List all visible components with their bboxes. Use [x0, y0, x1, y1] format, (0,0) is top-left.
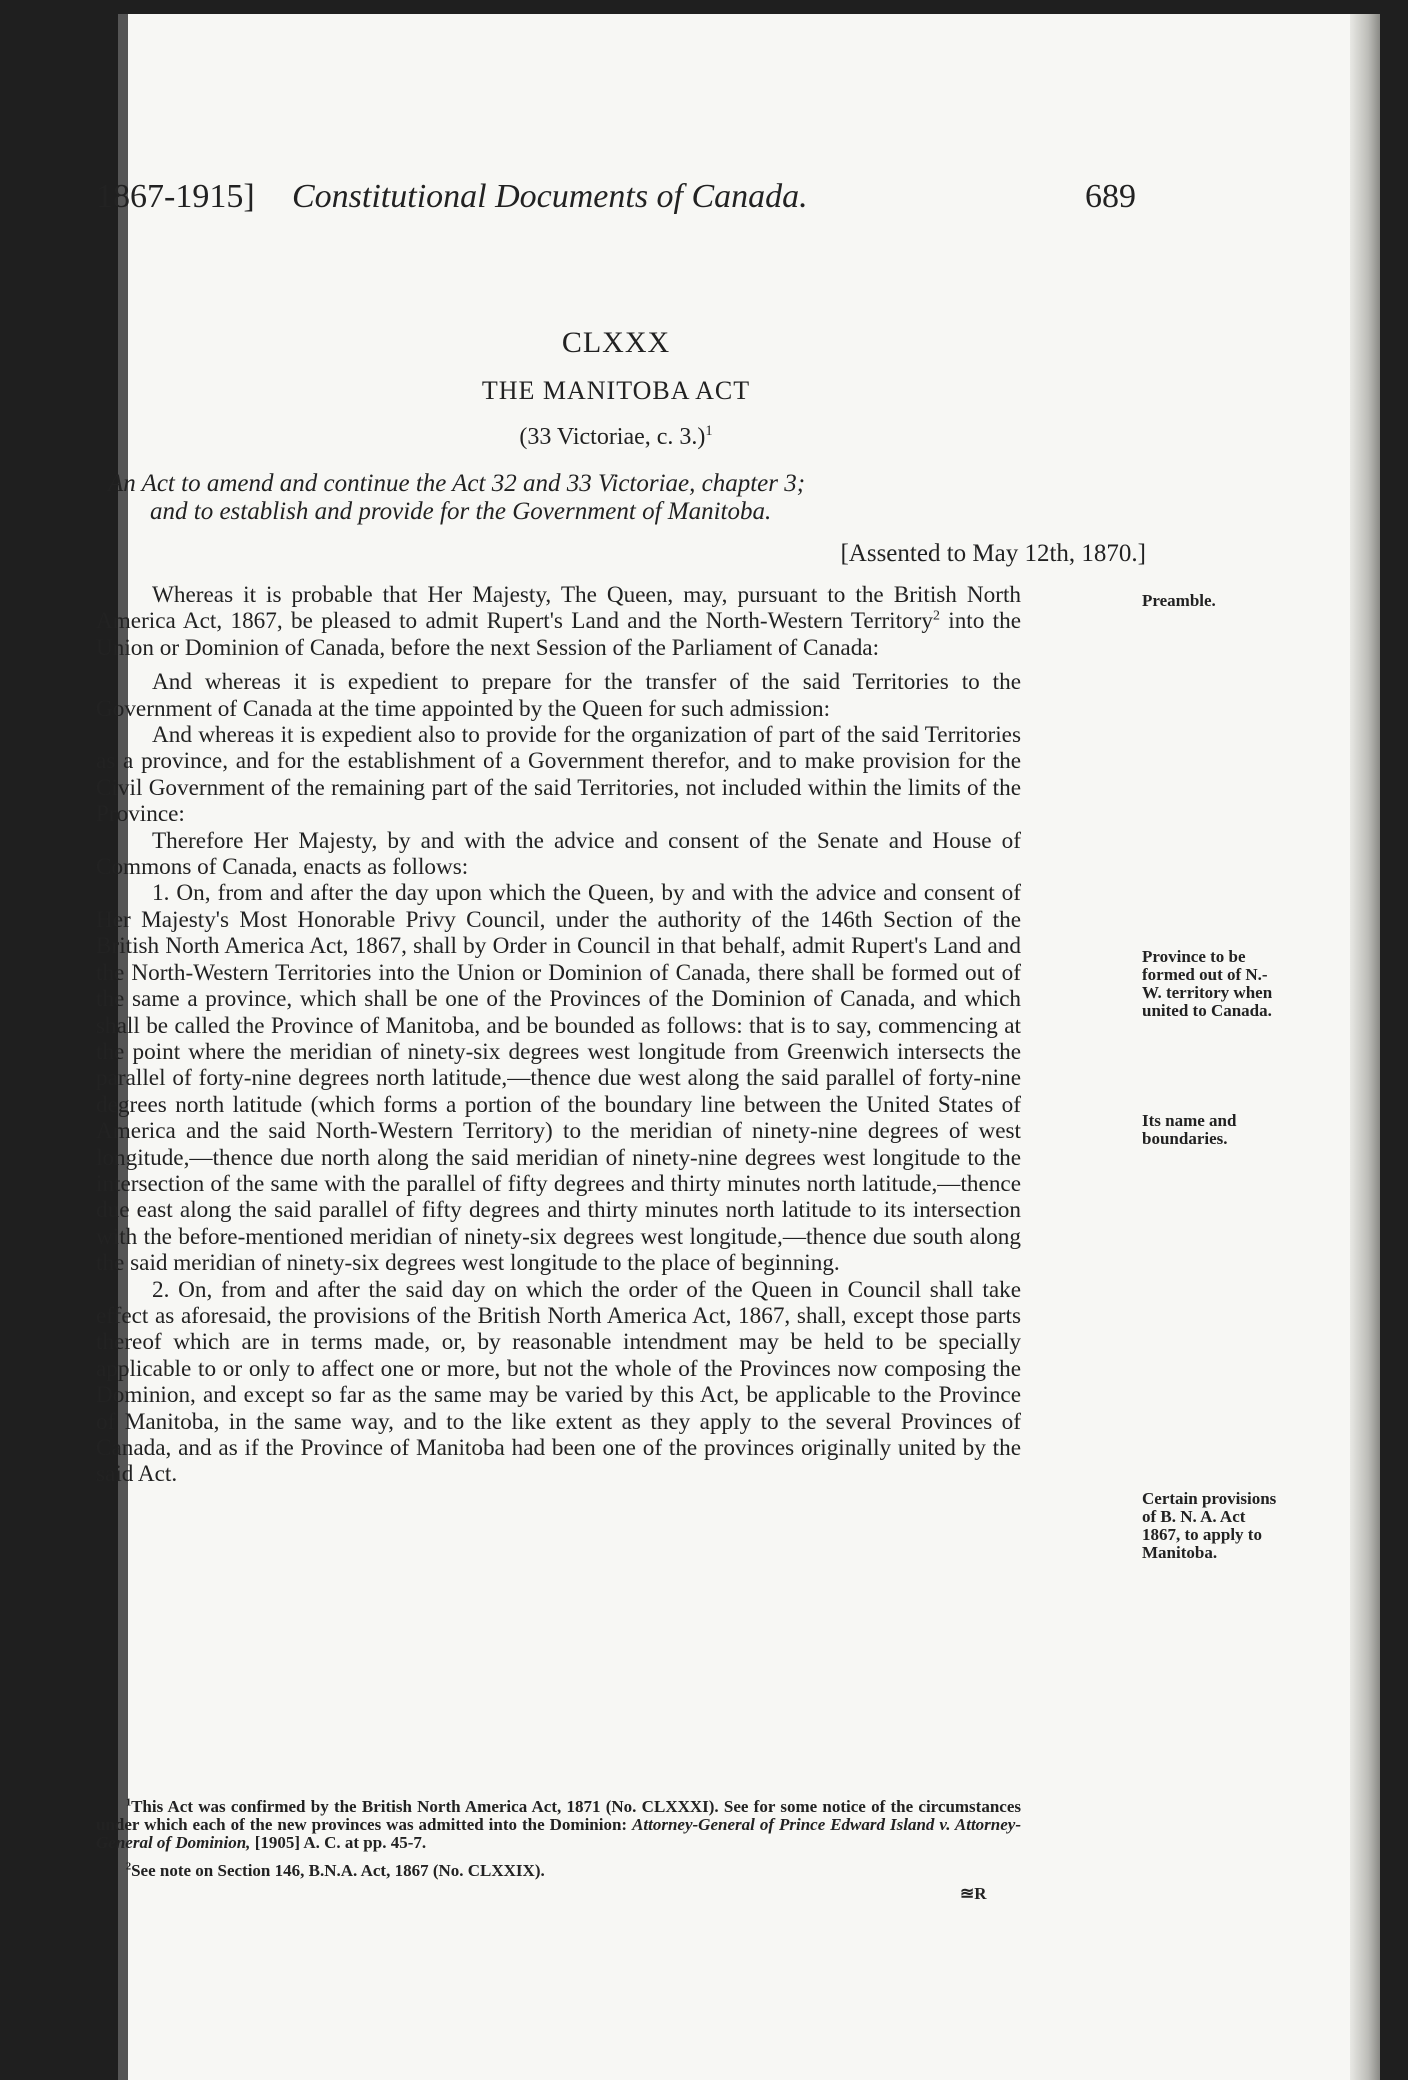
footnotes — [96, 1798, 1021, 1890]
section-1: 1. On, from and after the day upon which the Queen, by and with the advice and consent of Her Majesty's Most Honorable Privy Council, under the authority of the 146th Section of the British North America Act, 1867, shall by Order in Council in that behalf, admit Rupert's Land and the North-Western Territories into the Union or Dominion of Canada, there shall be formed out of the same a province, which shall be one of the Provinces of the Dominion of Canada, and which shall be called the Province of Manitoba, and be bounded as follows: that is to say, commencing at the point where the meridian of ninety-six degrees west longitude from Greenwich intersects the parallel of forty-nine degrees north latitude,—thence due west along the said parallel of forty-nine degrees north latitude (which forms a portion of the boundary line between the United States of America and the said North-Western Territory) to the meridian of ninety-nine degrees of west longitude,—thence due north along the said meridian of ninety-nine degrees west longitude to the intersection of the same with the parallel of fifty degrees and thirty minutes north latitude,—thence due east along the said parallel of fifty degrees and thirty minutes north latitude to its intersection with the before-mentioned meridian of ninety-six degrees west longitude,—thence due south along the said meridian of ninety-six degrees west longitude to the place of beginning. — [96, 880, 1021, 1277]
margin-note-province: Province to be formed out of N.-W. territory when united to Canada. — [1142, 947, 1273, 1020]
footnote-1-case: Attorney-General of Prince Edward Island v. Attorney-General of Dominion, — [96, 1815, 1021, 1852]
whereas-paragraph-2: And whereas it is expedient also to provide for the organization of part of the said Territories as a province, and for the establishment of a Government therefor, and to make provision for the Civil Government of the remaining part of the said Territories, not included within the limits of the Province: — [96, 722, 1021, 828]
header-title: Constitutional Documents of Canada. — [292, 178, 808, 215]
footnote-2 — [96, 1862, 1021, 1880]
running-header — [96, 178, 1136, 228]
preamble-text-b: into the Union or Dominion of Canada, before the next Session of the Parliament of Canada: — [96, 608, 1021, 661]
footnote-ref-1: 1 — [705, 423, 713, 439]
citation-text: (33 Victoriae, c. 3.) — [519, 424, 706, 450]
footnote-1-mark: 1 — [126, 1797, 132, 1809]
footnote-1 — [96, 1798, 1021, 1852]
act-citation — [96, 424, 1136, 451]
whereas-paragraph-1: And whereas it is expedient to prepare for the transfer of the said Territories to the Government of Canada at the time appointed by the Queen for such admission: — [96, 669, 1021, 722]
footnote-2-mark: 2 — [126, 1861, 132, 1873]
preamble-text-a: Whereas it is probable that Her Majesty, The Queen, may, pursuant to the British North America Act, 1867, be pleased to admit Rupert's Land and the North-Western Territory — [96, 582, 1021, 635]
margin-note-preamble: Preamble. — [1142, 591, 1216, 610]
act-title: THE MANITOBA ACT — [481, 376, 751, 405]
act-long-title — [108, 470, 1138, 526]
long-title-line-2: and to establish and provide for the Government of Manitoba. — [150, 498, 772, 525]
margin-note-name: Its name and boundaries. — [1142, 1111, 1237, 1148]
page-edge — [1350, 14, 1380, 2080]
printer-signature: ≊R — [960, 1884, 987, 1903]
footnote-1-text-b: [1905] A. C. at pp. 45-7. — [250, 1833, 427, 1852]
preamble-paragraph — [96, 582, 1021, 661]
act-body — [96, 582, 1021, 1488]
footnote-ref-2: 2 — [932, 608, 940, 624]
header-years: 1867-1915] — [96, 178, 255, 215]
assent-date: [Assented to May 12th, 1870.] — [840, 540, 1146, 567]
footnote-2-text: See note on Section 146, B.N.A. Act, 1867 (No. CLXXIX). — [131, 1861, 545, 1880]
long-title-line-1: An Act to amend and continue the Act 32 and 33 Victoriae, chapter 3; — [108, 470, 806, 497]
margin-note-provisions: Certain provisions of B. N. A. Act 1867, to apply to Manitoba. — [1142, 1489, 1277, 1562]
footnote-1-text-a: This Act was confirmed by the British North America Act, 1871 (No. CLXXXI). See for some notice of the circumstances under which each of the new provinces was admitted into the Dominion: — [96, 1797, 1021, 1834]
section-2: 2. On, from and after the said day on which the order of the Queen in Council shall take effect as aforesaid, the provisions of the British North America Act, 1867, shall, except those parts thereof which are in terms made, or, by reasonable intendment may be held to be specially applicable to or only to affect one or more, but not the whole of the Provinces now composing the Dominion, and except so far as the same may be varied by this Act, be applicable to the Province of Manitoba, in the same way, and to the like extent as they apply to the several Provinces of Canada, and as if the Province of Manitoba had been one of the provinces originally united by the said Act. — [96, 1276, 1021, 1488]
page-number: 689 — [1085, 178, 1136, 215]
enacting-clause: Therefore Her Majesty, by and with the advice and consent of the Senate and House of Commons of Canada, enacts as follows: — [96, 827, 1021, 881]
chapter-number: CLXXX — [561, 326, 671, 359]
